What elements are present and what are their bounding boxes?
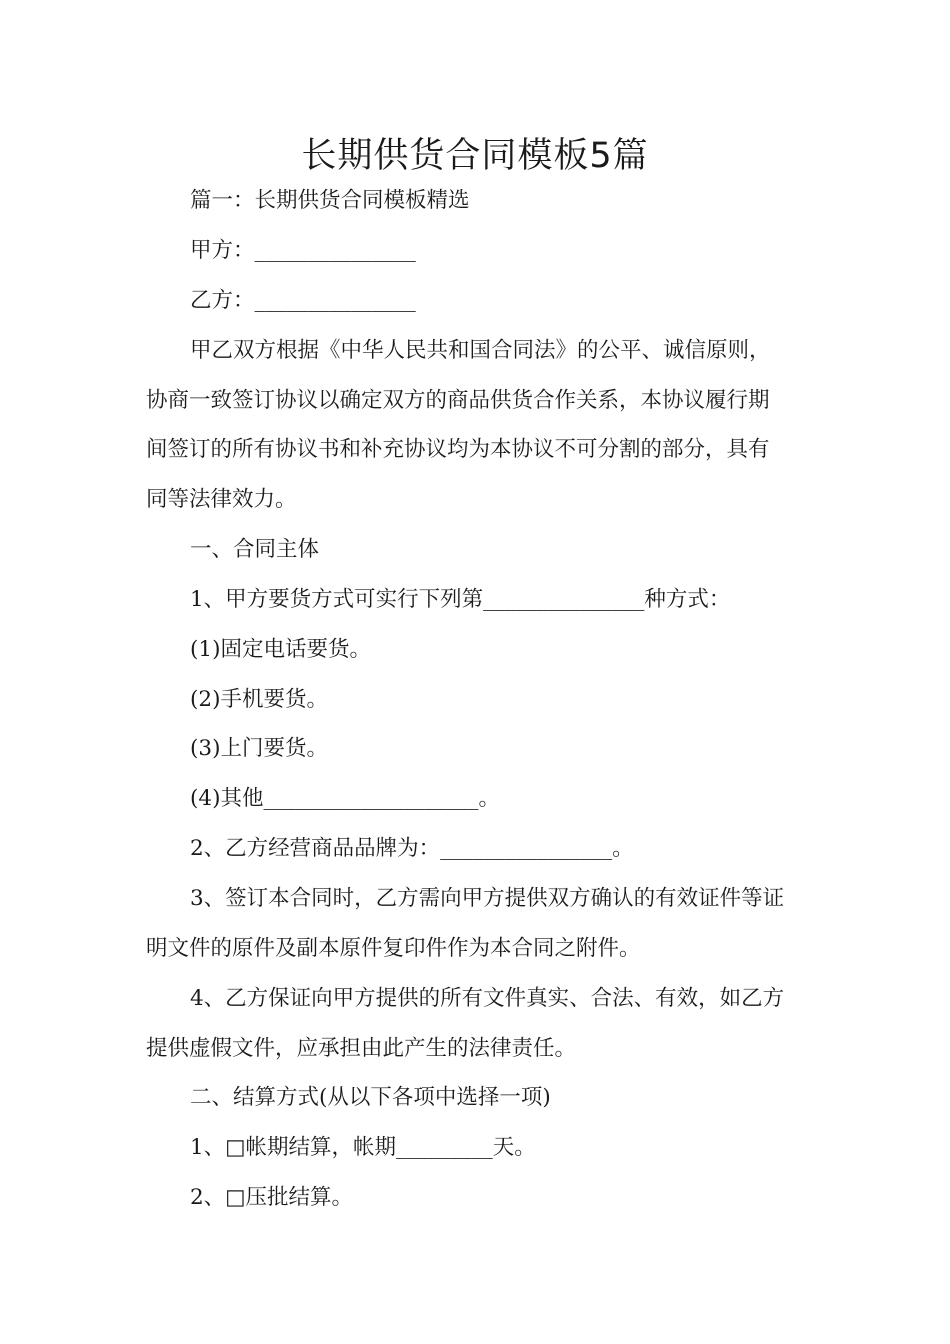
page-title: 长期供货合同模板5篇 [301, 136, 649, 176]
paragraph-line: 协商一致签订协议以确定双方的商品供货合作关系，本协议履行期 [146, 388, 770, 413]
clause-line: 提供虚假文件，应承担由此产生的法律责任。 [146, 1036, 577, 1061]
clause-line: 1、□帐期结算，帐期_________天。 [190, 1135, 536, 1160]
section-heading: 二、结算方式(从以下各项中选择一项) [190, 1085, 551, 1110]
party-b-field: 乙方：_______________ [190, 288, 416, 313]
list-item: (3)上门要货。 [190, 736, 328, 761]
paragraph-line: 甲乙双方根据《中华人民共和国合同法》的公平、诚信原则， [190, 338, 771, 363]
section-heading: 篇一：长期供货合同模板精选 [190, 188, 470, 213]
paragraph-line: 间签订的所有协议书和补充协议均为本协议不可分割的部分，具有 [146, 437, 770, 462]
paragraph-line: 同等法律效力。 [146, 487, 297, 512]
list-item: (2)手机要货。 [190, 687, 328, 712]
clause-line: 4、乙方保证向甲方提供的所有文件真实、合法、有效，如乙方 [190, 986, 785, 1011]
clause-line: 2、□压批结算。 [190, 1185, 353, 1210]
clause-line: 明文件的原件及副本原件复印件作为本合同之附件。 [146, 936, 641, 961]
list-item: (1)固定电话要货。 [190, 637, 371, 662]
list-item: (4)其他____________________。 [190, 786, 500, 811]
clause-line: 1、甲方要货方式可实行下列第_______________种方式： [190, 587, 731, 612]
section-heading: 一、合同主体 [190, 537, 320, 562]
clause-line: 2、乙方经营商品品牌为：________________。 [190, 836, 634, 861]
clause-line: 3、签订本合同时，乙方需向甲方提供双方确认的有效证件等证 [190, 886, 785, 911]
party-a-field: 甲方：_______________ [190, 238, 416, 263]
